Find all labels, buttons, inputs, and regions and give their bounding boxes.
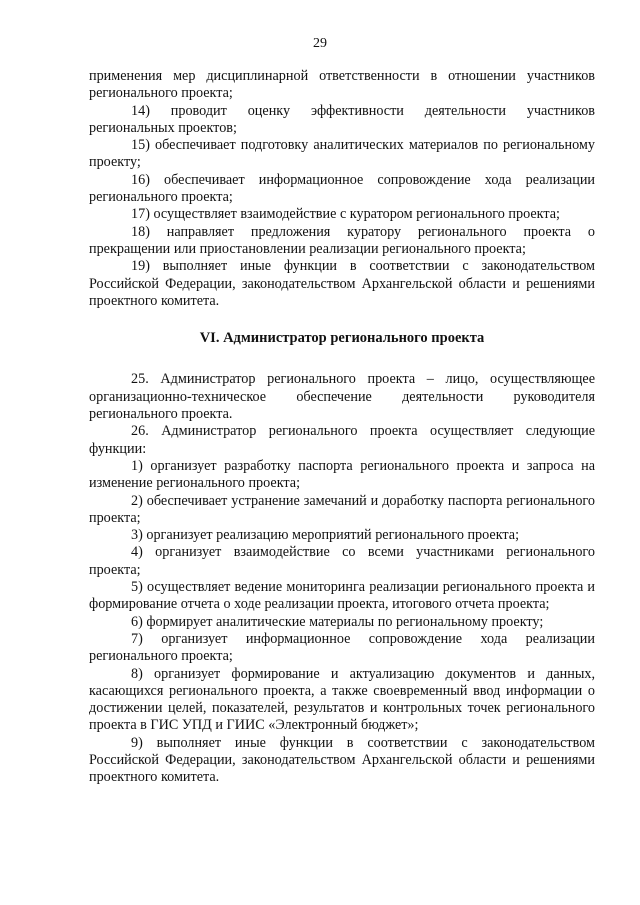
section-heading: VI. Администратор регионального проекта bbox=[199, 330, 485, 347]
function-item-5: 5) осуществляет ведение мониторинга реализации регионального проекта и формирование отчета о ходе реализации проекта, итогового отчета проекта; bbox=[89, 579, 595, 613]
list-item-16: 16) обеспечивает информационное сопровождение хода реализации регионального проекта; bbox=[89, 171, 595, 206]
list-item-19: 19) выполняет иные функции в соответствии с законодательством Российской Федерации, законодательством Архангельской области и решениями проектного комитета. bbox=[89, 258, 595, 309]
document-body bbox=[89, 68, 595, 787]
function-item-3: 3) организует реализацию мероприятий регионального проекта; bbox=[131, 527, 520, 544]
function-item-1: 1) организует разработку паспорта регионального проекта и запроса на изменение регионального проекта; bbox=[89, 457, 595, 492]
list-item-15: 15) обеспечивает подготовку аналитических материалов по региональному проекту; bbox=[89, 137, 595, 171]
paragraph-continuation: применения мер дисциплинарной ответственности в отношении участников регионального проекта; bbox=[89, 68, 595, 102]
list-item-17: 17) осуществляет взаимодействие с куратором регионального проекта; bbox=[131, 206, 560, 223]
clause-26: 26. Администратор регионального проекта осуществляет следующие функции: bbox=[89, 423, 595, 457]
function-item-7: 7) организует информационное сопровождение хода реализации регионального проекта; bbox=[89, 630, 595, 665]
list-item-14: 14) проводит оценку эффективности деятельности участников региональных проектов; bbox=[89, 102, 595, 136]
list-item-18: 18) направляет предложения куратору регионального проекта о прекращении или приостановлении реализации регионального проекта; bbox=[89, 223, 595, 257]
function-item-4: 4) организует взаимодействие со всеми участниками регионального проекта; bbox=[89, 544, 595, 578]
clause-25: 25. Администратор регионального проекта – лицо, осуществляющее организационно-техническое обеспечение деятельности руководителя регионального проекта. bbox=[89, 371, 595, 423]
function-item-6: 6) формирует аналитические материалы по региональному проекту; bbox=[131, 613, 544, 630]
function-item-2: 2) обеспечивает устранение замечаний и доработку паспорта регионального проекта; bbox=[89, 492, 595, 526]
page-number: 29 bbox=[313, 36, 327, 51]
function-item-8: 8) организует формирование и актуализацию документов и данных, касающихся регионального проекта, а также своевременный ввод информации о достижении целей, показателей, результатов и контрольных точек регионального проекта в ГИС УПД и ГИИС «Электронный бюджет»; bbox=[89, 665, 595, 734]
function-item-9: 9) выполняет иные функции в соответствии с законодательством Российской Федерации, законодательством Архангельской области и решениями проектного комитета. bbox=[89, 734, 595, 786]
